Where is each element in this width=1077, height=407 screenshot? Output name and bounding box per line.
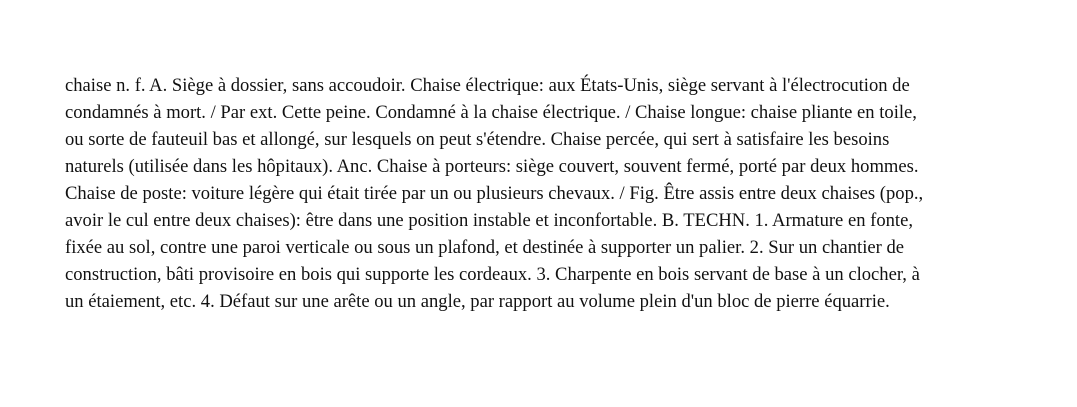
- entry-line: condamnés à mort. / Par ext. Cette peine. Condamné à la chaise électrique. / Chaise longue: chaise pliante en toile,: [65, 102, 917, 123]
- entry-line: Chaise de poste: voiture légère qui était tirée par un ou plusieurs chevaux. / Fig. Être assis entre deux chaises (pop.,: [65, 183, 924, 204]
- entry-line: chaise n. f. A. Siège à dossier, sans accoudoir. Chaise électrique: aux États-Unis, siège servant à l'électrocution de: [65, 75, 910, 96]
- entry-line: construction, bâti provisoire en bois qui supporte les cordeaux. 3. Charpente en bois servant de base à un clocher, à: [65, 264, 920, 285]
- entry-line: avoir le cul entre deux chaises): être dans une position instable et inconfortable. B. TECHN. 1. Armature en fonte,: [65, 210, 914, 231]
- entry-line: ou sorte de fauteuil bas et allongé, sur lesquels on peut s'étendre. Chaise percée, qui sert à satisfaire les besoins: [65, 129, 890, 150]
- entry-line: fixée au sol, contre une paroi verticale ou sous un plafond, et destinée à supporter un palier. 2. Sur un chantier de: [65, 237, 905, 258]
- dictionary-entry: [65, 72, 1015, 315]
- entry-line: un étaiement, etc. 4. Défaut sur une arête ou un angle, par rapport au volume plein d'un bloc de pierre équarrie.: [65, 291, 890, 312]
- entry-line: naturels (utilisée dans les hôpitaux). Anc. Chaise à porteurs: siège couvert, souvent fermé, porté par deux hommes.: [65, 156, 919, 177]
